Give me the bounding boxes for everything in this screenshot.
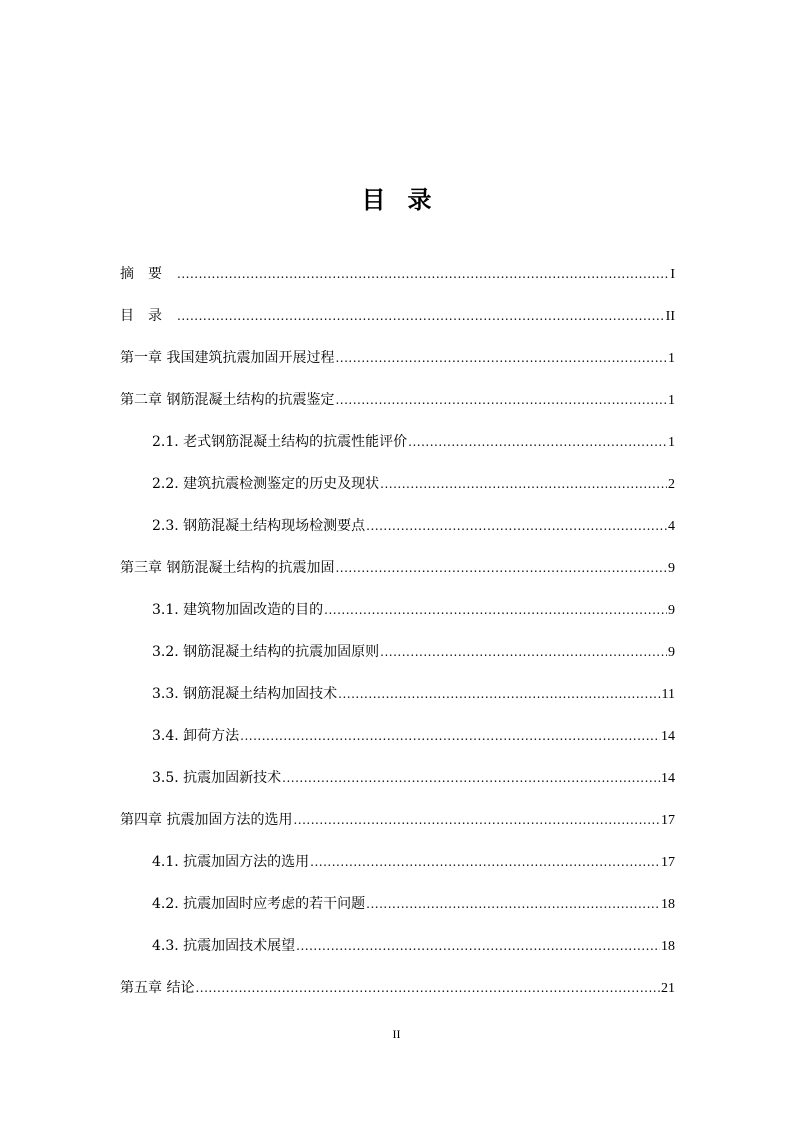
toc-entry-label: 4.2. 抗震加固时应考虑的若干问题 [152, 896, 366, 912]
toc-entry-page: 18 [661, 939, 675, 954]
toc-leader-dots [282, 766, 660, 790]
toc-entry-label: 3.3. 钢筋混凝土结构加固技术 [152, 686, 338, 702]
toc-entry-chapter-2[interactable] [120, 388, 675, 430]
toc-leader-dots [310, 850, 660, 874]
toc-entry-label: 3.1. 建筑物加固改造的目的 [152, 602, 324, 618]
page-number: II [392, 1027, 401, 1041]
toc-leader-dots [296, 934, 660, 958]
toc-leader-dots [335, 388, 667, 412]
toc-entry-section-3-5[interactable] [120, 766, 675, 808]
toc-entry-label: 2.3. 钢筋混凝土结构现场检测要点 [152, 518, 366, 534]
toc-entry-label: 第四章 抗震加固方法的选用 [120, 812, 293, 828]
toc-entry-label: 第一章 我国建筑抗震加固开展过程 [120, 350, 335, 366]
toc-entry-chapter-3[interactable] [120, 556, 675, 598]
toc-entry-page: 4 [668, 519, 675, 534]
toc-leader-dots [335, 556, 667, 580]
toc-entry-section-4-1[interactable] [120, 850, 675, 892]
toc-entry-section-3-1[interactable] [120, 598, 675, 640]
toc-entry-label: 3.5. 抗震加固新技术 [152, 770, 282, 786]
toc-entry-page: I [670, 267, 675, 282]
toc-entry-section-4-3[interactable] [120, 934, 675, 976]
toc-entry-section-2-3[interactable] [120, 514, 675, 556]
toc-entry-page: 14 [661, 771, 675, 786]
table-of-contents [120, 262, 675, 1018]
toc-entry-label: 3.4. 卸荷方法 [152, 728, 240, 744]
toc-leader-dots [380, 640, 667, 664]
toc-entry-section-3-4[interactable] [120, 724, 675, 766]
toc-entry-label: 3.2. 钢筋混凝土结构的抗震加固原则 [152, 644, 380, 660]
toc-leader-dots [177, 304, 665, 328]
toc-entry-label: 2.1. 老式钢筋混凝土结构的抗震性能评价 [152, 434, 408, 450]
toc-leader-dots [195, 976, 660, 1000]
toc-entry-section-3-3[interactable] [120, 682, 675, 724]
toc-entry-abstract[interactable] [120, 262, 675, 304]
toc-entry-section-2-1[interactable] [120, 430, 675, 472]
toc-entry-page: 1 [668, 351, 675, 366]
toc-entry-chapter-4[interactable] [120, 808, 675, 850]
toc-leader-dots [177, 262, 669, 286]
toc-entry-label: 第三章 钢筋混凝土结构的抗震加固 [120, 560, 335, 576]
toc-entry-section-4-2[interactable] [120, 892, 675, 934]
toc-leader-dots [335, 346, 667, 370]
toc-entry-section-3-2[interactable] [120, 640, 675, 682]
toc-entry-label: 摘要 [120, 266, 176, 282]
toc-leader-dots [338, 682, 660, 706]
page-title: 目录 [361, 186, 454, 214]
toc-entry-page: II [665, 309, 675, 324]
toc-entry-label: 第二章 钢筋混凝土结构的抗震鉴定 [120, 392, 335, 408]
toc-entry-page: 14 [661, 729, 675, 744]
toc-leader-dots [240, 724, 660, 748]
toc-entry-page: 21 [661, 981, 675, 996]
toc-entry-contents[interactable] [120, 304, 675, 346]
toc-entry-page: 2 [668, 477, 675, 492]
toc-entry-label: 4.1. 抗震加固方法的选用 [152, 854, 310, 870]
toc-entry-page: 1 [668, 435, 675, 450]
toc-entry-page: 9 [668, 603, 675, 618]
toc-entry-page: 17 [661, 855, 675, 870]
toc-entry-label: 2.2. 建筑抗震检测鉴定的历史及现状 [152, 476, 380, 492]
toc-entry-label: 第五章 结论 [120, 980, 195, 996]
toc-leader-dots [293, 808, 660, 832]
toc-leader-dots [380, 472, 667, 496]
toc-entry-chapter-5[interactable] [120, 976, 675, 1018]
toc-leader-dots [366, 514, 667, 538]
toc-entry-page: 17 [661, 813, 675, 828]
toc-entry-page: 9 [668, 645, 675, 660]
toc-leader-dots [324, 598, 667, 622]
toc-leader-dots [366, 892, 660, 916]
toc-entry-page: 9 [668, 561, 675, 576]
toc-entry-page: 1 [668, 393, 675, 408]
toc-entry-chapter-1[interactable] [120, 346, 675, 388]
toc-entry-label: 4.3. 抗震加固技术展望 [152, 938, 296, 954]
toc-entry-section-2-2[interactable] [120, 472, 675, 514]
toc-entry-page: 18 [661, 897, 675, 912]
toc-entry-label: 目录 [120, 308, 176, 324]
toc-entry-page: 11 [661, 687, 675, 702]
toc-leader-dots [408, 430, 667, 454]
